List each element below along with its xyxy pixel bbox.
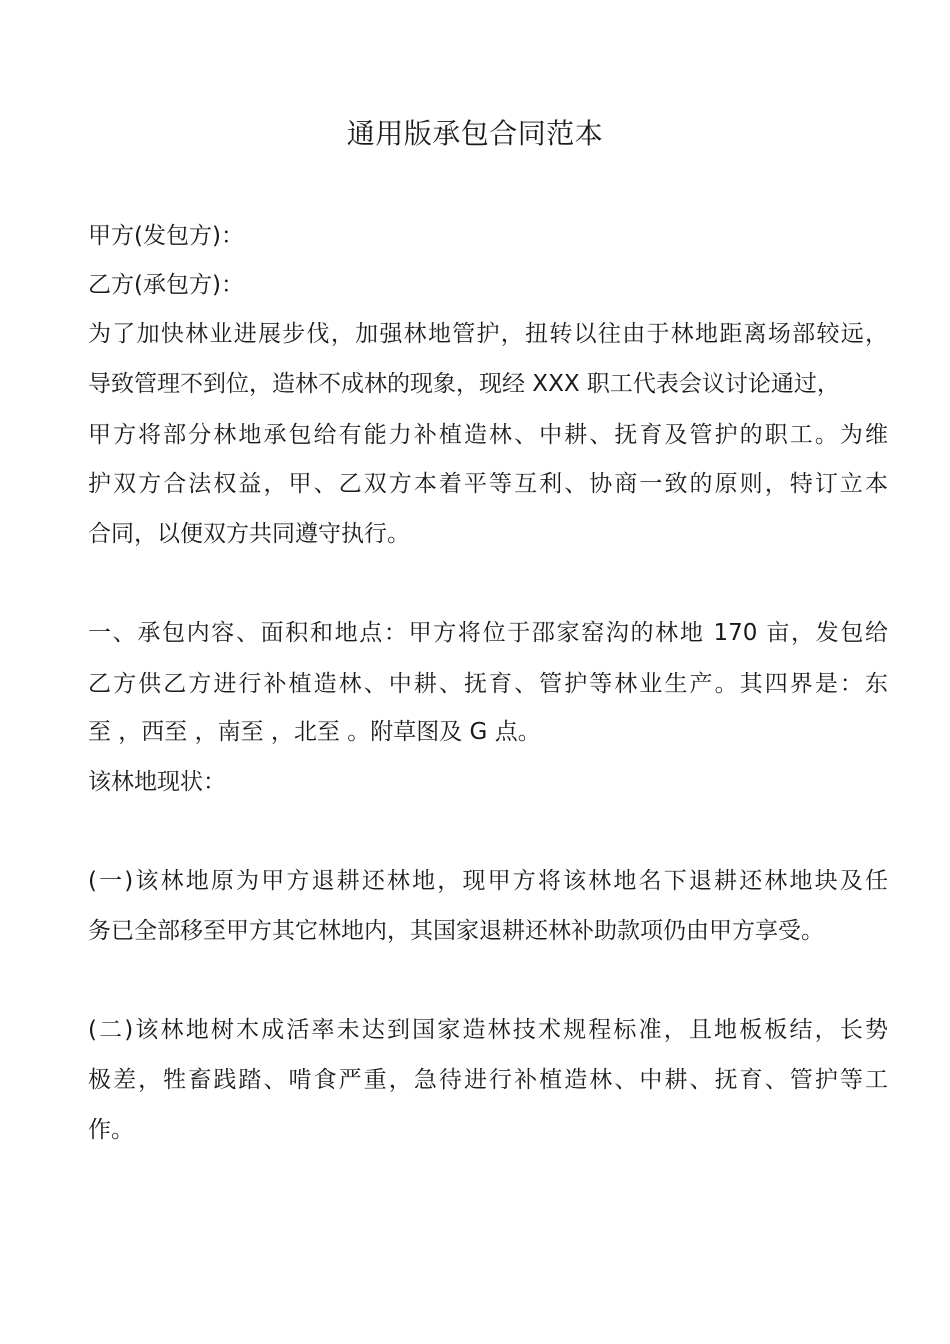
item2-line: (二)该林地树木成活率未达到国家造林技术规程标准，且地板板结，长势 <box>88 1017 888 1043</box>
preamble-line: 为了加快林业进展步伐，加强林地管护，扭转以往由于林地距离场部较远， <box>88 321 888 347</box>
section1-line: 乙方供乙方进行补植造林、中耕、抚育、管护等林业生产。其四界是：东 <box>88 671 888 697</box>
document-title: 通用版承包合同范本 <box>346 117 604 150</box>
preamble-line: 合同，以便双方共同遵守执行。 <box>88 521 410 547</box>
section1-line: 至 ，西至 ，南至 ，北至 。附草图及 G 点。 <box>88 719 541 745</box>
status-heading: 该林地现状： <box>88 769 226 795</box>
party-b-line: 乙方(承包方)： <box>88 272 244 298</box>
preamble-line: 导致管理不到位，造林不成林的现象，现经 XXX 职工代表会议讨论通过， <box>88 371 840 397</box>
item2-line: 作。 <box>88 1117 134 1143</box>
party-a-line: 甲方(发包方)： <box>88 223 244 249</box>
preamble-line: 甲方将部分林地承包给有能力补植造林、中耕、抚育及管护的职工。为维 <box>88 422 888 448</box>
item1-line: 务已全部移至甲方其它林地内，其国家退耕还林补助款项仍由甲方享受。 <box>88 918 824 944</box>
section1-line: 一、承包内容、面积和地点：甲方将位于邵家窑沟的林地 170 亩，发包给 <box>88 620 888 646</box>
item2-line: 极差，牲畜践踏、啃食严重，急待进行补植造林、中耕、抚育、管护等工 <box>88 1067 888 1093</box>
item1-line: (一)该林地原为甲方退耕还林地，现甲方将该林地名下退耕还林地块及任 <box>88 868 888 894</box>
preamble-line: 护双方合法权益，甲、乙双方本着平等互利、协商一致的原则，特订立本 <box>88 471 888 497</box>
